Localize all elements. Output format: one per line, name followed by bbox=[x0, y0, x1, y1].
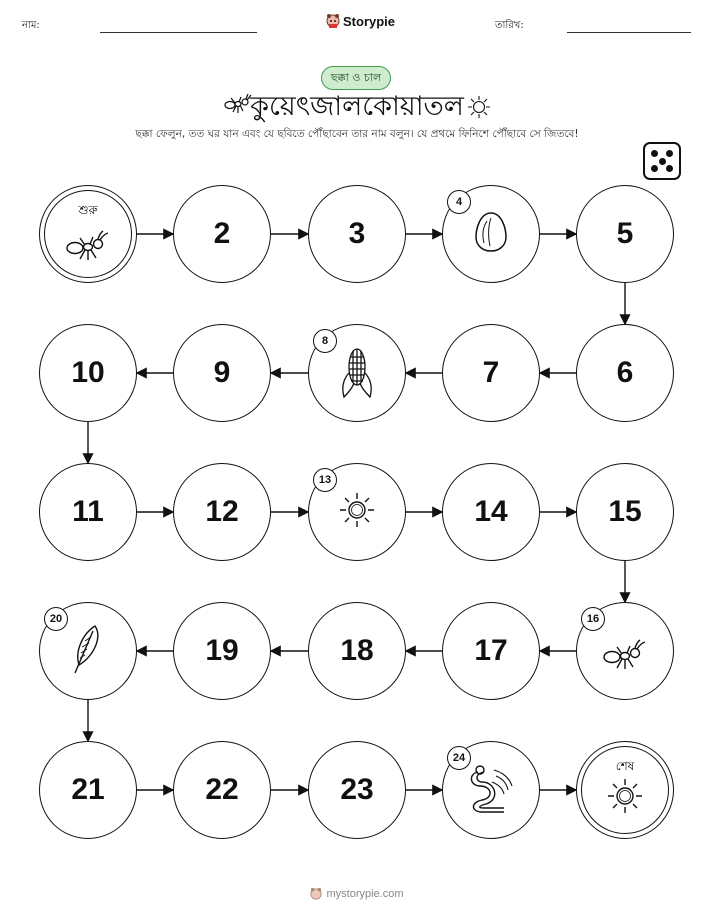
corn-icon bbox=[338, 343, 376, 403]
cell-number: 19 bbox=[205, 634, 239, 667]
sun-icon bbox=[605, 776, 645, 820]
start-cell bbox=[39, 185, 137, 283]
board-cell-10 bbox=[39, 324, 137, 422]
cell-number-badge: 8 bbox=[313, 329, 337, 353]
board-cell-13 bbox=[308, 463, 406, 561]
egg-icon bbox=[474, 211, 508, 257]
sun-icon bbox=[337, 490, 377, 534]
page-title: কুয়েৎজালকোয়াতল bbox=[250, 91, 464, 122]
board-cell-14 bbox=[442, 463, 540, 561]
board-cell-17 bbox=[442, 602, 540, 700]
board-cell-9 bbox=[173, 324, 271, 422]
cell-number: 17 bbox=[474, 634, 508, 667]
feather-icon bbox=[71, 623, 101, 679]
cell-number: 12 bbox=[205, 495, 239, 528]
ant-icon bbox=[602, 639, 648, 675]
cell-number: 15 bbox=[608, 495, 642, 528]
board-cell-5 bbox=[576, 185, 674, 283]
storypie-mascot-icon bbox=[310, 887, 322, 901]
board-cell-2 bbox=[173, 185, 271, 283]
start-label: শুরু bbox=[78, 203, 98, 217]
cell-number: 2 bbox=[213, 217, 231, 250]
board-cell-20 bbox=[39, 602, 137, 700]
cell-number: 3 bbox=[348, 217, 366, 250]
board-cell-4 bbox=[442, 185, 540, 283]
cell-number: 18 bbox=[340, 634, 374, 667]
cell-number: 5 bbox=[616, 217, 634, 250]
board-cell-18 bbox=[308, 602, 406, 700]
board-cell-22 bbox=[173, 741, 271, 839]
cell-number-badge: 13 bbox=[313, 468, 337, 492]
cell-number: 11 bbox=[72, 495, 104, 528]
cell-number: 7 bbox=[482, 356, 500, 389]
board-cell-12 bbox=[173, 463, 271, 561]
cell-number: 6 bbox=[616, 356, 634, 389]
board-cell-6 bbox=[576, 324, 674, 422]
board-cell-7 bbox=[442, 324, 540, 422]
cell-number: 21 bbox=[71, 773, 105, 806]
board-cell-8 bbox=[308, 324, 406, 422]
board-cell-19 bbox=[173, 602, 271, 700]
cell-number: 23 bbox=[340, 773, 374, 806]
serpent-icon bbox=[464, 764, 518, 820]
finish-cell bbox=[576, 741, 674, 839]
category-badge: ছক্কা ও চাল bbox=[321, 66, 391, 90]
board-cell-23 bbox=[308, 741, 406, 839]
cell-number: 22 bbox=[205, 773, 239, 806]
cell-number-badge: 16 bbox=[581, 607, 605, 631]
name-label: নাম: bbox=[22, 20, 40, 31]
footer-site: mystorypie.com bbox=[326, 888, 404, 900]
cell-number-badge: 20 bbox=[44, 607, 68, 631]
cell-number-badge: 24 bbox=[447, 746, 471, 770]
board-cell-15 bbox=[576, 463, 674, 561]
instructions: ছক্কা ফেলুন, তত ঘর যান এবং যে ছবিতে পৌঁছাবেন তার নাম বলুন। যে প্রথমে ফিনিশে পৌঁছাবে সে জিতবে! bbox=[135, 128, 579, 140]
board-cell-3 bbox=[308, 185, 406, 283]
cell-number-badge: 4 bbox=[447, 190, 471, 214]
cell-number: 10 bbox=[71, 356, 105, 389]
date-label: তারিখ: bbox=[495, 20, 524, 31]
cell-number: 9 bbox=[213, 356, 231, 389]
board-cell-16 bbox=[576, 602, 674, 700]
finish-label: শেষ bbox=[615, 759, 635, 773]
footer bbox=[0, 887, 714, 901]
board-cell-21 bbox=[39, 741, 137, 839]
ant-icon bbox=[65, 230, 111, 266]
board-cell-24 bbox=[442, 741, 540, 839]
brand-name: Storypie bbox=[343, 13, 396, 29]
board-cell-11 bbox=[39, 463, 137, 561]
cell-number: 14 bbox=[474, 495, 508, 528]
